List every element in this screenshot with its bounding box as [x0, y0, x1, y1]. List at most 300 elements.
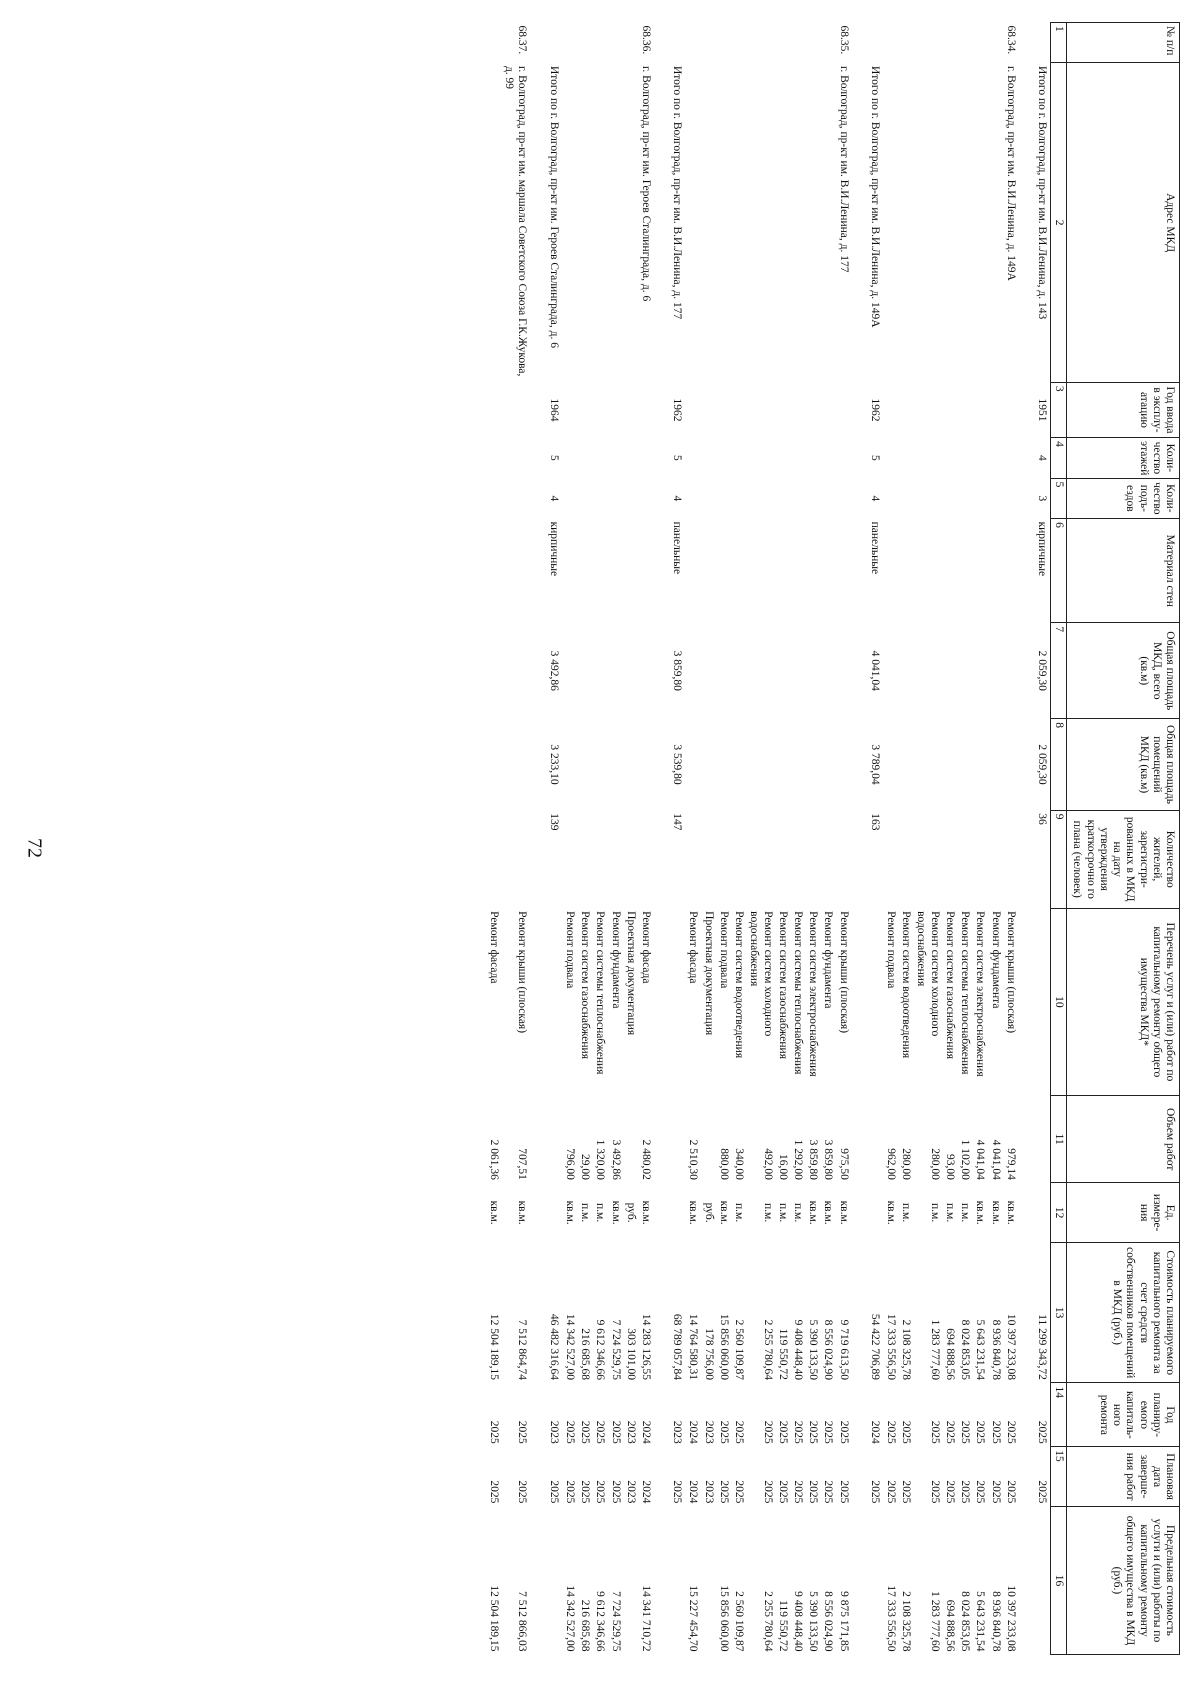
work-name: Ремонт фасада — [687, 911, 700, 984]
work-unit: руб. — [702, 1202, 715, 1223]
total-end-date: 2025 — [547, 1480, 560, 1504]
work-limit-cost: 12 504 189,15 — [488, 1585, 501, 1652]
total-entrances: 3 — [1036, 495, 1049, 502]
work-limit-cost: 5 643 231,54 — [974, 1591, 987, 1652]
work-year: 2025 — [900, 1420, 913, 1444]
work-limit-cost — [700, 1506, 715, 1654]
work-end-date: 2025 — [776, 1480, 789, 1504]
work-volume: 2 061,36 — [488, 1139, 501, 1180]
work-unit: кв.м. — [885, 1200, 898, 1225]
work-limit-cost: 15 227 454,70 — [687, 1585, 700, 1652]
total-residents: 36 — [1036, 813, 1049, 825]
work-name: Ремонт крыши (плоская) — [516, 911, 529, 1034]
work-row — [835, 23, 850, 1655]
col-number: 15 — [1051, 1447, 1067, 1507]
work-end-date: 2025 — [837, 1480, 850, 1504]
work-limit-cost: 14 341 710,72 — [640, 1585, 652, 1652]
work-year: 2025 — [563, 1420, 576, 1444]
work-cost: 17 333 556,50 — [885, 1313, 898, 1380]
col-number: 7 — [1051, 623, 1067, 719]
work-row — [746, 23, 774, 1655]
work-row — [700, 23, 715, 1655]
work-limit-cost: 694 888,56 — [943, 1599, 956, 1652]
work-cost: 8 024 853,05 — [959, 1319, 972, 1380]
work-cost: 8 556 024,90 — [822, 1319, 835, 1380]
col-header: Год ввода в эксплу-атацию — [1067, 382, 1180, 437]
work-limit-cost: 9 612 346,66 — [594, 1591, 607, 1652]
work-unit: п.м. — [594, 1203, 607, 1223]
work-row — [638, 23, 653, 1655]
col-header: Материал стен — [1067, 519, 1180, 623]
col-header: Плановая дата заверше-ния работ — [1067, 1447, 1180, 1507]
work-volume: 1 292,00 — [791, 1139, 804, 1180]
work-end-date: 2025 — [579, 1480, 592, 1504]
work-cost: 5 390 133,50 — [807, 1319, 820, 1380]
spacer-row — [1018, 23, 1034, 1655]
work-unit: кв.м. — [563, 1200, 576, 1225]
total-area: 3 492,86 — [547, 650, 560, 691]
work-cost: 8 936 840,78 — [989, 1319, 1002, 1380]
total-material: панельные — [868, 521, 881, 575]
work-cost: 178 756,00 — [702, 1328, 715, 1380]
total-year: 1962 — [868, 398, 881, 422]
work-unit: кв.м. — [488, 1200, 501, 1225]
col-header: Общая площадь помещений МКД (кв.м) — [1067, 719, 1180, 811]
work-name: Ремонт подвала — [885, 911, 898, 989]
total-year: 1951 — [1036, 398, 1049, 422]
total-residents: 139 — [547, 813, 560, 831]
work-row — [820, 23, 835, 1655]
work-limit-cost: 2 108 325,78 — [900, 1591, 913, 1652]
work-unit: кв.м. — [822, 1200, 835, 1225]
rotated-page — [60, 0, 1200, 1697]
total-area-rooms: 3 233,10 — [547, 744, 560, 785]
col-header: Предельная стоимость услуги и (или) работы по капитальному ремонту общего имущества в МКД (руб.) — [1067, 1506, 1180, 1654]
work-cost: 14 764 580,31 — [687, 1313, 700, 1380]
col-number: 1 — [1051, 23, 1067, 63]
page-number: 72 — [23, 838, 46, 858]
work-cost: 10 397 233,08 — [1004, 1313, 1017, 1380]
work-unit: п.м. — [959, 1203, 972, 1223]
total-address: Итого по г. Волгоград, пр-кт им. В.И.Ленина, д. 143 — [1036, 65, 1049, 320]
work-name: Проектная документация — [624, 911, 637, 1036]
work-name: Ремонт фасада — [640, 911, 652, 984]
work-end-date: 2024 — [640, 1480, 652, 1504]
work-unit: кв.м. — [974, 1200, 987, 1225]
col-header: Коли-чество подъ-ездов — [1067, 478, 1180, 518]
work-cost: 9 612 346,66 — [594, 1319, 607, 1380]
work-row — [486, 23, 501, 1655]
work-year: 2025 — [609, 1420, 622, 1444]
work-limit-cost: 7 724 529,75 — [609, 1591, 622, 1652]
work-limit-cost: 5 390 133,50 — [807, 1591, 820, 1652]
work-cost: 9 408 448,40 — [791, 1319, 804, 1380]
work-year: 2023 — [702, 1420, 715, 1444]
work-name: Ремонт фундамента — [822, 911, 835, 1009]
work-end-date: 2025 — [959, 1480, 972, 1504]
house-number: 68.35. — [837, 25, 850, 55]
work-year: 2025 — [822, 1420, 835, 1444]
work-end-date: 2024 — [687, 1480, 700, 1504]
work-year: 2025 — [1004, 1420, 1017, 1444]
work-year: 2025 — [733, 1420, 746, 1444]
total-area-rooms: 2 059,30 — [1036, 744, 1049, 785]
work-limit-cost: 2 560 109,87 — [733, 1591, 746, 1652]
work-volume — [623, 1096, 638, 1183]
total-cost: 68 789 057,84 — [671, 1313, 684, 1380]
work-end-date: 2025 — [928, 1480, 941, 1504]
work-name: Ремонт фундамента — [989, 911, 1002, 1009]
work-unit: кв.м. — [989, 1200, 1002, 1225]
work-limit-cost: 7 512 866,03 — [516, 1591, 529, 1652]
work-end-date: 2023 — [624, 1480, 637, 1504]
work-limit-cost: 9 875 171,85 — [837, 1591, 850, 1652]
work-year: 2025 — [943, 1420, 956, 1444]
house-address: г. Волгоград, пр-кт им. В.И.Ленина, д. 177 — [837, 65, 850, 273]
work-row — [942, 23, 957, 1655]
work-row — [775, 23, 790, 1655]
total-plan-year: 2023 — [671, 1420, 684, 1444]
col-number: 11 — [1051, 1096, 1067, 1183]
work-volume: 979,14 — [1004, 1148, 1017, 1180]
work-volume: 796,00 — [563, 1148, 576, 1180]
work-unit: п.м. — [928, 1203, 941, 1223]
work-name: Ремонт фасада — [488, 911, 501, 984]
work-end-date: 2025 — [900, 1480, 913, 1504]
work-name: Ремонт систем водоотведения — [900, 911, 913, 1059]
work-year: 2023 — [624, 1420, 637, 1444]
col-header: Количество жителей, зарегистри-рованных в МКД на дату утверждения краткосрочно го плана (человек) — [1067, 810, 1180, 908]
work-end-date: 2025 — [1004, 1480, 1017, 1504]
total-cost: 54 422 706,89 — [868, 1313, 881, 1380]
work-volume: 492,00 — [761, 1148, 774, 1180]
header-row — [1067, 23, 1180, 1655]
work-unit: кв.м. — [1004, 1200, 1017, 1225]
work-end-date: 2025 — [717, 1480, 730, 1504]
work-row — [883, 23, 898, 1655]
work-year: 2024 — [687, 1420, 700, 1444]
total-floors: 5 — [547, 455, 560, 461]
work-volume: 3 859,80 — [807, 1139, 820, 1180]
work-end-date: 2023 — [702, 1480, 715, 1504]
work-volume: 16,00 — [776, 1153, 789, 1180]
work-year: 2025 — [791, 1420, 804, 1444]
total-residents: 147 — [671, 813, 684, 831]
work-year: 2025 — [807, 1420, 820, 1444]
work-unit: п.м. — [943, 1203, 956, 1223]
col-number: 8 — [1051, 719, 1067, 811]
col-header: Общая площадь МКД, всего (кв.м) — [1067, 623, 1180, 719]
total-plan-year: 2024 — [868, 1420, 881, 1444]
work-row — [913, 23, 941, 1655]
work-end-date: 2025 — [989, 1480, 1002, 1504]
work-volume: 4 041,04 — [974, 1139, 987, 1180]
work-volume: 2 480,02 — [640, 1139, 652, 1180]
work-end-date: 2025 — [488, 1480, 501, 1504]
work-end-date: 2025 — [885, 1480, 898, 1504]
work-name: Проектная документация — [702, 911, 715, 1036]
work-year: 2025 — [717, 1420, 730, 1444]
total-entrances: 4 — [547, 495, 560, 502]
work-end-date: 2025 — [609, 1480, 622, 1504]
work-row — [685, 23, 700, 1655]
work-volume: 2 510,30 — [687, 1139, 700, 1180]
col-number: 9 — [1051, 810, 1067, 908]
col-header: Перечень услуг и (или) работ по капитальному ремонту общего имущества МКД* — [1067, 908, 1180, 1095]
work-year: 2025 — [776, 1420, 789, 1444]
work-row — [607, 23, 622, 1655]
work-limit-cost: 9 408 448,40 — [791, 1591, 804, 1652]
work-volume: 93,00 — [943, 1153, 956, 1180]
total-area-rooms: 3 789,04 — [868, 744, 881, 785]
work-cost: 5 643 231,54 — [974, 1319, 987, 1380]
work-row — [790, 23, 805, 1655]
total-end-date: 2025 — [1036, 1480, 1049, 1504]
col-header: Ед. измере-ния — [1067, 1183, 1180, 1243]
col-number: 6 — [1051, 519, 1067, 623]
total-cost: 11 299 343,72 — [1036, 1314, 1049, 1380]
total-row — [1034, 23, 1051, 1655]
work-end-date: 2025 — [974, 1480, 987, 1504]
work-volume: 1 320,00 — [594, 1139, 607, 1180]
work-limit-cost: 119 550,72 — [776, 1600, 789, 1652]
work-unit: кв.м. — [687, 1200, 700, 1225]
work-name: Ремонт систем газоснабжения — [776, 911, 789, 1060]
work-end-date: 2025 — [563, 1480, 576, 1504]
col-number: 2 — [1051, 63, 1067, 382]
work-row — [987, 23, 1002, 1655]
total-row — [867, 23, 883, 1655]
work-limit-cost: 8 936 840,78 — [989, 1591, 1002, 1652]
work-limit-cost: 8 024 853,05 — [959, 1591, 972, 1652]
table-body — [486, 23, 1051, 1655]
work-volume: 3 859,80 — [822, 1139, 835, 1180]
col-number: 16 — [1051, 1506, 1067, 1654]
work-end-date: 2025 — [733, 1480, 746, 1504]
work-unit: п.м. — [791, 1203, 804, 1223]
work-year: 2025 — [959, 1420, 972, 1444]
work-end-date: 2025 — [943, 1480, 956, 1504]
work-cost: 7 724 529,75 — [609, 1319, 622, 1380]
total-end-date: 2025 — [868, 1480, 881, 1504]
work-cost: 2 108 325,78 — [900, 1319, 913, 1380]
work-row — [501, 23, 529, 1655]
total-residents: 163 — [868, 813, 881, 831]
work-row — [972, 23, 987, 1655]
work-year: 2025 — [989, 1420, 1002, 1444]
house-number: 68.37. — [516, 25, 529, 55]
work-year: 2024 — [640, 1420, 652, 1444]
house-number: 68.34. — [1004, 25, 1017, 55]
work-row — [898, 23, 913, 1655]
work-unit: кв.м. — [640, 1200, 652, 1225]
work-end-date: 2025 — [791, 1480, 804, 1504]
work-row — [805, 23, 820, 1655]
work-volume: 29,00 — [579, 1153, 592, 1180]
work-unit: п.м. — [900, 1203, 913, 1223]
work-cost: 15 856 060,00 — [717, 1313, 730, 1380]
work-volume: 3 492,86 — [609, 1139, 622, 1180]
spacer-row — [653, 23, 669, 1655]
house-number: 68.36. — [640, 25, 652, 55]
work-cost: 216 685,68 — [579, 1328, 592, 1380]
work-cost: 119 550,72 — [776, 1328, 789, 1380]
work-cost: 9 719 613,50 — [837, 1319, 850, 1380]
col-number: 12 — [1051, 1183, 1067, 1243]
work-name: Ремонт системы теплоснабжения — [959, 911, 972, 1075]
total-address: Итого по г. Волгоград, пр-кт им. Героев Сталинграда, д. 6 — [547, 65, 560, 348]
work-name: Ремонт фундамента — [609, 911, 622, 1009]
work-volume: 1 102,00 — [959, 1139, 972, 1180]
total-row — [545, 23, 561, 1655]
work-volume: 280,00 — [900, 1148, 913, 1180]
work-cost: 2 255 780,64 — [761, 1319, 774, 1380]
work-volume — [700, 1096, 715, 1183]
col-number: 14 — [1051, 1383, 1067, 1447]
work-limit-cost — [623, 1506, 638, 1654]
total-area: 2 059,30 — [1036, 650, 1049, 691]
work-row — [731, 23, 746, 1655]
work-cost: 1 283 777,60 — [928, 1319, 941, 1380]
work-name: Ремонт систем холодного водоснабжения — [915, 911, 941, 1037]
work-cost: 2 560 109,87 — [733, 1319, 746, 1380]
house-address: г. Волгоград, пр-кт им. В.И.Ленина, д. 149А — [1004, 65, 1017, 281]
total-end-date: 2025 — [671, 1480, 684, 1504]
total-address: Итого по г. Волгоград, пр-кт им. В.И.Ленина, д. 149А — [868, 65, 881, 328]
work-year: 2025 — [488, 1420, 501, 1444]
work-row — [623, 23, 638, 1655]
work-limit-cost: 216 685,68 — [579, 1599, 592, 1652]
total-entrances: 4 — [868, 495, 881, 502]
spacer-row — [529, 23, 545, 1655]
work-volume: 4 041,04 — [989, 1139, 1002, 1180]
work-unit: п.м. — [761, 1203, 774, 1223]
total-area-rooms: 3 539,80 — [671, 744, 684, 785]
col-header: Коли-чество этажей — [1067, 438, 1180, 478]
col-number: 5 — [1051, 478, 1067, 518]
work-limit-cost: 17 333 556,50 — [885, 1585, 898, 1652]
total-area: 4 041,04 — [868, 650, 881, 691]
capital-repair-table — [486, 22, 1180, 1655]
work-unit: п.м. — [733, 1203, 746, 1223]
work-unit: кв.м. — [807, 1200, 820, 1225]
work-volume: 707,51 — [516, 1148, 529, 1180]
work-limit-cost: 1 283 777,60 — [928, 1591, 941, 1652]
work-year: 2025 — [885, 1420, 898, 1444]
work-end-date: 2025 — [594, 1480, 607, 1504]
total-material: панельные — [671, 521, 684, 575]
work-end-date: 2025 — [516, 1480, 529, 1504]
house-address: г. Волгоград, пр-кт им. Героев Сталинграда, д. 6 — [640, 65, 652, 302]
work-volume: 975,50 — [837, 1148, 850, 1180]
work-name: Ремонт систем водоотведения — [733, 911, 746, 1059]
work-name: Ремонт систем холодного водоснабжения — [748, 911, 774, 1037]
work-year: 2025 — [594, 1420, 607, 1444]
work-year: 2025 — [516, 1420, 529, 1444]
work-volume: 340,00 — [733, 1148, 746, 1180]
work-name: Ремонт подвала — [563, 911, 576, 989]
work-row — [957, 23, 972, 1655]
work-name: Ремонт систем газоснабжения — [579, 911, 592, 1060]
work-year: 2025 — [928, 1420, 941, 1444]
total-floors: 4 — [1036, 455, 1049, 461]
total-plan-year: 2025 — [1036, 1420, 1049, 1444]
work-year: 2025 — [579, 1420, 592, 1444]
work-cost: 14 283 126,55 — [640, 1313, 652, 1380]
work-cost: 12 504 189,15 — [488, 1313, 501, 1380]
total-year: 1962 — [671, 398, 684, 422]
work-end-date: 2025 — [807, 1480, 820, 1504]
column-number-row — [1051, 23, 1067, 1655]
work-cost: 7 512 864,74 — [516, 1319, 529, 1380]
total-year: 1964 — [547, 398, 560, 422]
work-limit-cost: 15 856 060,00 — [717, 1585, 730, 1652]
work-row — [716, 23, 731, 1655]
work-row — [1003, 23, 1018, 1655]
work-year: 2025 — [837, 1420, 850, 1444]
work-row — [577, 23, 592, 1655]
work-limit-cost: 2 255 780,64 — [761, 1591, 774, 1652]
total-area: 3 859,80 — [671, 650, 684, 691]
work-end-date: 2025 — [761, 1480, 774, 1504]
col-number: 4 — [1051, 438, 1067, 478]
work-row — [562, 23, 577, 1655]
work-name: Ремонт подвала — [717, 911, 730, 989]
total-material: кирпичные — [547, 521, 560, 577]
work-unit: кв.м. — [837, 1200, 850, 1225]
work-cost: 14 342 527,00 — [563, 1313, 576, 1380]
work-name: Ремонт крыши (плоская) — [1004, 911, 1017, 1034]
total-row — [669, 23, 685, 1655]
work-limit-cost: 14 342 527,00 — [563, 1585, 576, 1652]
work-name: Ремонт системы теплоснабжения — [594, 911, 607, 1075]
work-name: Ремонт систем электроснабжения — [974, 911, 987, 1077]
work-volume: 880,00 — [717, 1148, 730, 1180]
work-unit: кв.м. — [717, 1200, 730, 1225]
total-material: кирпичные — [1036, 521, 1049, 577]
work-row — [592, 23, 607, 1655]
total-floors: 5 — [868, 455, 881, 461]
work-name: Ремонт крыши (плоская) — [837, 911, 850, 1034]
work-limit-cost: 10 397 233,08 — [1004, 1585, 1017, 1652]
spacer-row — [851, 23, 867, 1655]
work-end-date: 2025 — [822, 1480, 835, 1504]
work-volume: 962,00 — [885, 1148, 898, 1180]
work-name: Ремонт системы теплоснабжения — [791, 911, 804, 1075]
work-year: 2025 — [974, 1420, 987, 1444]
col-number: 13 — [1051, 1242, 1067, 1383]
total-entrances: 4 — [671, 495, 684, 502]
total-plan-year: 2023 — [547, 1420, 560, 1444]
work-unit: кв.м. — [516, 1200, 529, 1225]
house-address: г. Волгоград, пр-кт им. маршала Советского Союза Г.К.Жукова, д. 99 — [503, 65, 529, 377]
col-header: Объем работ — [1067, 1096, 1180, 1183]
total-floors: 5 — [671, 455, 684, 461]
work-cost: 694 888,56 — [943, 1328, 956, 1380]
col-header: Адрес МКД — [1067, 63, 1180, 382]
work-unit: п.м. — [776, 1203, 789, 1223]
work-year: 2025 — [761, 1420, 774, 1444]
col-header: № п/п — [1067, 23, 1180, 63]
col-header: Стоимость планируемого капитального ремонта за счет средств собственников помещений в МКД (руб.) — [1067, 1242, 1180, 1383]
col-number: 10 — [1051, 908, 1067, 1095]
total-address: Итого по г. Волгоград, пр-кт им. В.И.Ленина, д. 177 — [671, 65, 684, 320]
work-name: Ремонт систем газоснабжения — [943, 911, 956, 1060]
work-volume: 280,00 — [928, 1148, 941, 1180]
work-name: Ремонт систем электроснабжения — [807, 911, 820, 1077]
work-cost: 303 101,00 — [624, 1328, 637, 1380]
work-unit: п.м. — [579, 1203, 592, 1223]
